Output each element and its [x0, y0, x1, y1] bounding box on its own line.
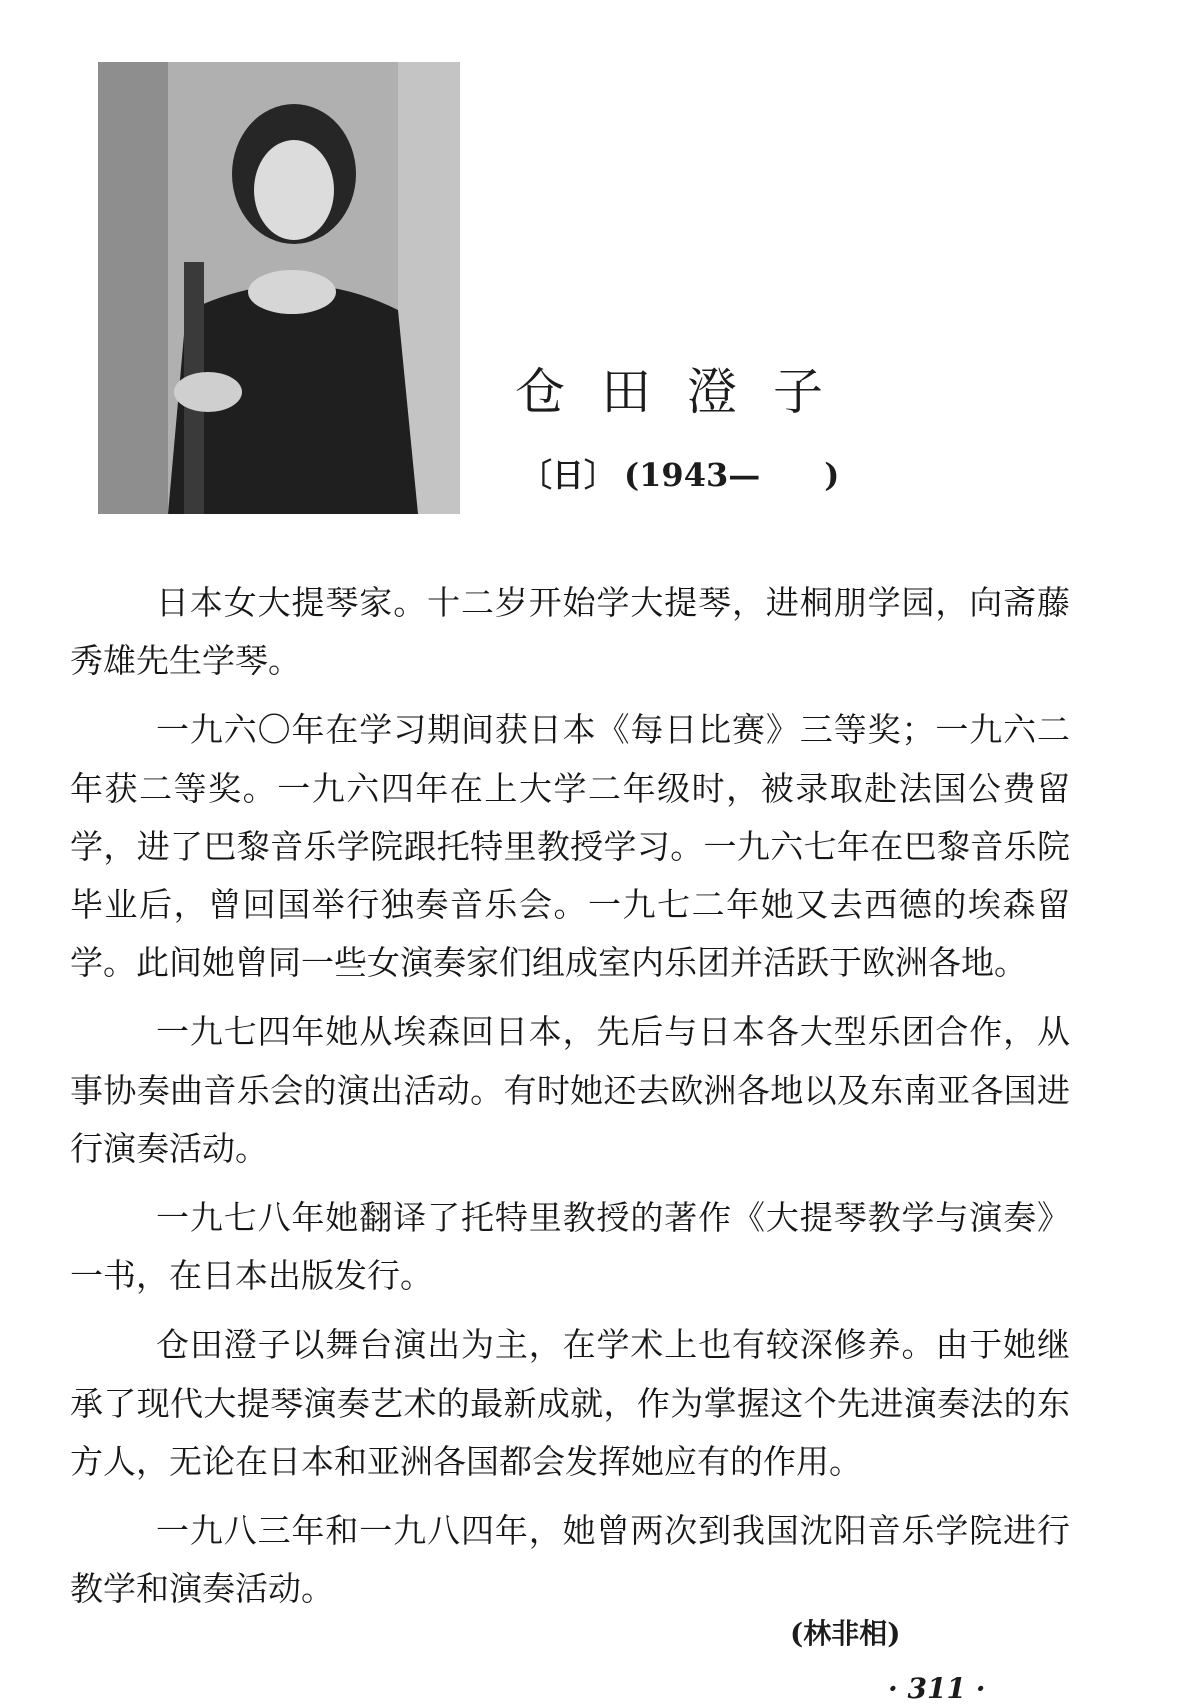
paragraph: 一九七四年她从埃森回日本，先后与日本各大型乐团合作，从事协奏曲音乐会的演出活动。有时她还去欧洲各地以及东南亚各国进行演奏活动。 [70, 1012, 1070, 1168]
paragraph: 日本女大提琴家。十二岁开始学大提琴，进桐朋学园，向斋藤秀雄先生学琴。 [70, 583, 1070, 681]
article-body [70, 574, 1070, 1629]
nationality: 〔日〕 [520, 456, 617, 494]
paragraph: 一九八三年和一九八四年，她曾两次到我国沈阳音乐学院进行教学和演奏活动。 [70, 1511, 1070, 1609]
author-signature: (林非相) [790, 1617, 901, 1650]
page-number: · 311 · [888, 1672, 986, 1705]
paragraph: 一九七八年她翻译了托特里教授的著作《大提琴教学与演奏》一书，在日本出版发行。 [70, 1198, 1070, 1296]
portrait-image [98, 62, 460, 514]
entry-name: 仓田澄子 [515, 363, 859, 421]
paragraph: 一九六〇年在学习期间获日本《每日比赛》三等奖；一九六二年获二等奖。一九六四年在上大学二年级时，被录取赴法国公费留学，进了巴黎音乐学院跟托特里教授学习。一九六七年在巴黎音乐院毕业后，曾回国举行独奏音乐会。一九七二年她又去西德的埃森留学。此间她曾同一些女演奏家们组成室内乐团并活跃于欧洲各地。 [70, 710, 1070, 983]
paragraph: 仓田澄子以舞台演出为主，在学术上也有较深修养。由于她继承了现代大提琴演奏艺术的最新成就，作为掌握这个先进演奏法的东方人，无论在日本和亚洲各国都会发挥她应有的作用。 [70, 1325, 1070, 1481]
lifespan: (1943— ) [624, 456, 840, 494]
entry-meta [520, 450, 839, 496]
portrait-photo [98, 62, 460, 514]
